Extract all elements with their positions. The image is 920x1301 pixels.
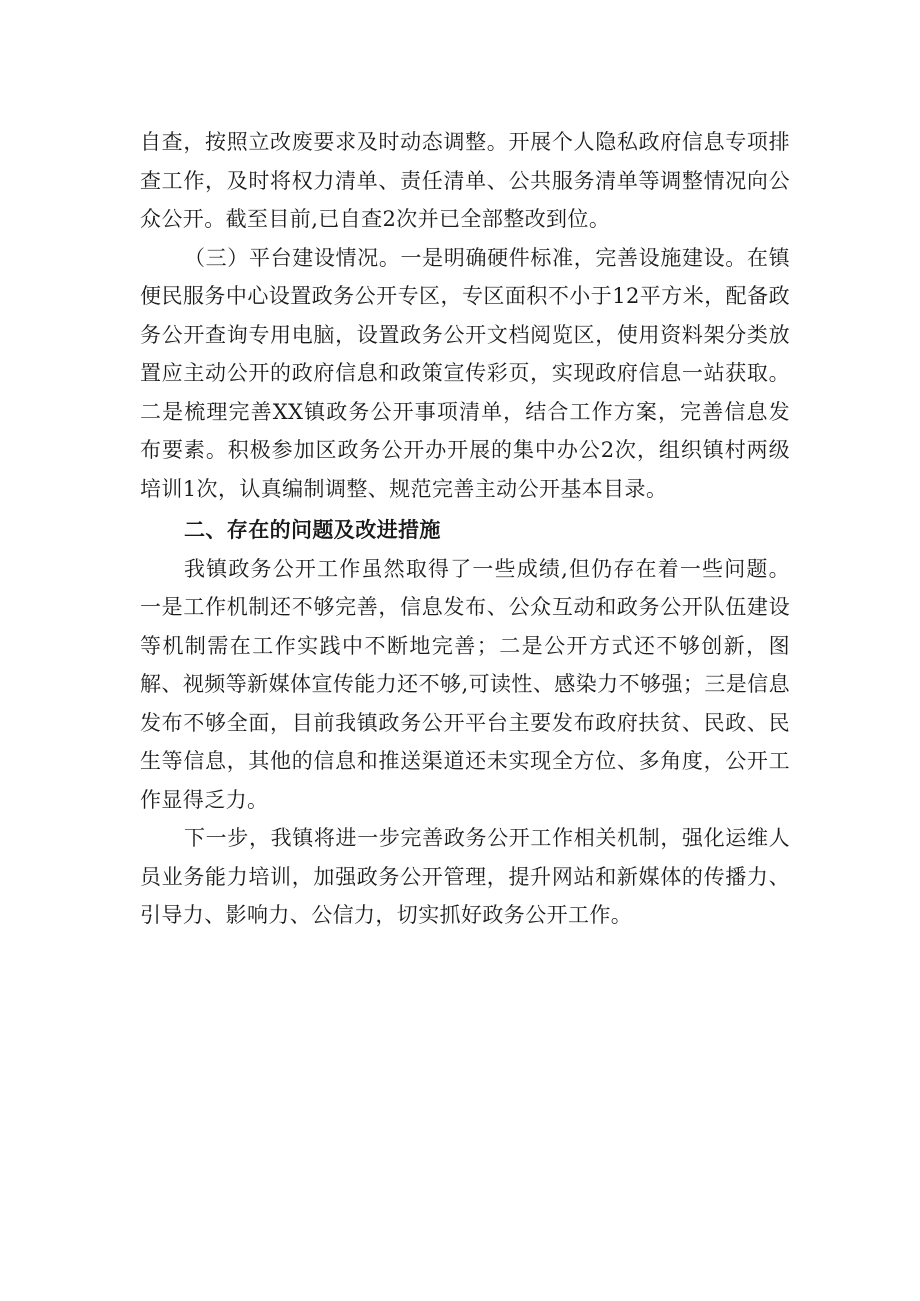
paragraph-platform-construction: （三）平台建设情况。一是明确硬件标准，完善设施建设。在镇便民服务中心设置政务公开专区，专区面积不小于12平方米，配备政务公开查询专用电脑，设置政务公开文档阅览区，使用资料架分类放置应主动公开的政府信息和政策宣传彩页，实现政府信息一站获取。二是梳理完善XX镇政务公开事项清单，结合工作方案，完善信息发布要素。积极参加区政务公开办开展的集中办公2次，组织镇村两级培训1次，认真编制调整、规范完善主动公开基本目录。 bbox=[140, 245, 790, 501]
section-heading-problems: 二、存在的问题及改进措施 bbox=[184, 518, 441, 542]
document-body bbox=[140, 123, 790, 935]
paragraph-self-inspection: 自查，按照立改废要求及时动态调整。开展个人隐私政府信息专项排查工作，及时将权力清单、责任清单、公共服务清单等调整情况向公众公开。截至目前,已自查2次并已全部整改到位。 bbox=[140, 130, 790, 231]
paragraph-problems: 我镇政务公开工作虽然取得了一些成绩,但仍存在着一些问题。一是工作机制还不够完善，信息发布、公众互动和政务公开队伍建设等机制需在工作实践中不断地完善；二是公开方式还不够创新，图解、视频等新媒体宣传能力还不够,可读性、感染力不够强；三是信息发布不够全面，目前我镇政务公开平台主要发布政府扶贫、民政、民生等信息，其他的信息和推送渠道还未实现全方位、多角度，公开工作显得乏力。 bbox=[140, 556, 790, 812]
paragraph-next-steps: 下一步，我镇将进一步完善政务公开工作相关机制，强化运维人员业务能力培训，加强政务公开管理，提升网站和新媒体的传播力、引导力、影响力、公信力，切实抓好政务公开工作。 bbox=[140, 826, 790, 927]
